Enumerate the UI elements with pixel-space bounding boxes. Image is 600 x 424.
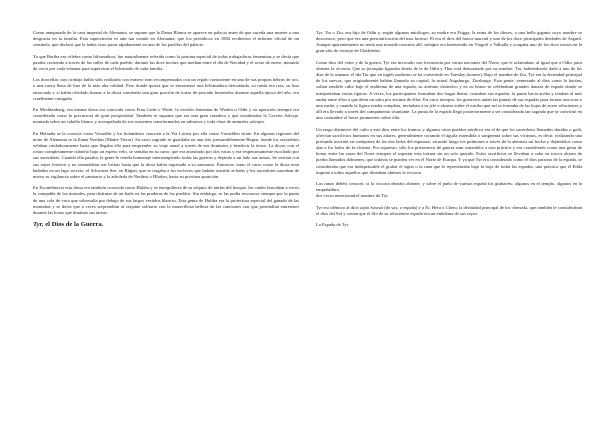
paragraph: Las doncellas cuyo trabajo había sido realizado con esmero eran recompensadas con un regalo consistente en una de sus propias hebras de oro, o una rueca llena de lino de la más alta calidad. Pero donde quiera que se encontrase una hilvanadora descuidada, su rueda era rota, su lino ensuciado y si había olvidado honrar a la diosa comiendo una gran porción de tortas de pescado horneados durante aquella época del año, era cruelmente castigada. <box>33 77 299 101</box>
verse-last-line: dos veces mencionad el nombre de Tyr. <box>316 193 389 199</box>
paragraph: Como dios del valor y de la guerra, Tyr era invocado con frecuencia por varias naciones del Norte, que le aclamaban, al igual que a Odín, para obtener la victoria. Que su jerarquía figuraba detrás de la de Odín y Thor está demostrado por su nombre, Tiu, habiéndosele dado a uno de los días de la semana, el día Tiu que en inglés moderno se ha convertido en Tuesday (martes). Bajo el nombre de Ziu, Tyr era la divinidad principal de los suevos, que originalmente habían llamado su capital, la actual Augsburgo, Ziusburgo. Esta gente, venerando al dios como lo hacían, solían rendirle culto bajo el emblema de una espada, su atributo distintivo y en su honor se celebraban grandes danzas de espada donde se interpretaban varias figuras. A veces, los participantes formaban dos largas líneas, cruzaban sus espadas, la punta hacia arriba y retaban al más audaz entre ellos a que diera un salto por encima de ellas. En otros tiempos, los guerreros unían las puntas de sus espadas para formar una rosa o una rueda, y cuando la figura estaba completa, invitaban a su jefe a alzarse sobre el estribo que así se formaba de las hojas de acero relucientes y allí era llevado a través del campamento triunfante. La punta de la espada llegó posteriormente a ser considerada tan sagrada que se convirtió en una costumbre el hacer juramentos sobre ella. <box>316 59 582 121</box>
paragraph: En Holanda se la conocía como Vrouelde y los holandeses conocen a la Via Láctea por ella como Vrouelden strate. En algunas regiones del norte de Alemania se la llama Nerthus (Madre Tierra). Su carro sagrado se guardaba en una isla, presumiblemente Rügen, donde los sacerdotes velaban cuidadosamente hasta que llegaba ella para emprender su viaje anual a través de sus dominios y bendecir la tierra. La diosa, con el rostro completamente cubierto bajo un espeso velo, se sentaba en su carro, que era arrastrado por dos vacas y era respetuosamente escoltado por sus sacerdotes. Cuando ella pasaba, la gente le rendía homenaje interrumpiendo todas las guerras y dejando a un lado sus armas. Se vestían con sus trajes festivos y no reanudaban sus luchas hasta que la diosa había regresado a su santuario. Entonces, tanto el carro como la diosa eran bañados en un lago secreto, el Schwarze See, en Rügen, que se tragaba a los esclavos que habían asistido al baño y los sacerdotes narraban de nuevo su vigilancia sobre el santuario y la arboleda de Nerthus o Hludyn, hasta su próxima aparición. <box>33 130 299 179</box>
verse-lines: Las runas debéis conocer, si la victoria deseáis obtener, y sobre el puño de vuestra espada los grabaréis; algunos en el templo, algunos en la empuñadura, <box>316 181 582 193</box>
paragraph: Como antepasada de la casa imperial de Alemania, se supone que la Dama Blanca se aparece en palacio antes de que suceda una muerte o una desgracia en la familia. Esta superstición es aún tan común en Alemania, que los periódicos en 1884 recibieron el informe oficial de un centinela, que declaró que la había visto pasar rápidamente en uno de los pasillos del palacio. <box>33 30 299 48</box>
section-heading-rest: el Dios de la Guerra. <box>43 221 104 229</box>
paragraph: Tyr, Tiu o Ziu, era hijo de Odín y, según algunos mitólogos, su madre era Frigga, la reina de los dioses, o una bella gigante cuyo nombre se desconoce, pero que era una personificación del mar furioso. El era el dios del honor marcial y uno de los doce principales deidades de Asgard. Aunque aparentemente no tenía una morada concreta allí, siempre era bienvenido en Vingolf o Valhalla y ocupaba uno de los doce tronos en la gran sala de consejo de Gladsheim. <box>316 30 582 54</box>
paragraph: En Mecklenburg, esa misma diosa era conocida como Frau Gode o Wode, la versión femenina de Woden u Odín y su aparición siempre era considerada como la precursora de gran prosperidad. También se suponía que era una gran cazadora y que encabezaba la Cacería Salvaje, montada sobre un caballo blanco y acompañada de sus asistentes transformados en sabuesos y toda clase de animales salvajes. <box>33 107 299 125</box>
right-column <box>316 30 582 424</box>
section-heading <box>33 221 299 229</box>
closing-line: La Espada de Tyr. <box>316 222 350 228</box>
paragraph: Ya que Bertha era célebre como hilvanadora, fue naturalmente referida como la patrona especial de todas trabajadoras femeninas y se decía que pasaba corriendo a través de las calles de cada pueblo, durante las doce noches que median entre el día de Navidad y el sexto de enero, mirando de cerca por cada ventana para supervisar el hilvanado de cada familia. <box>33 53 299 71</box>
paragraph: Tyr era idéntico al dios sajón Saxnot (de sax, o espada) y a Er, Heru o Cheru, la divinidad principal de los cheruski, que también le consideraban el dios del Sol y creían que el filo de su relucientre espada era un emblema de sus rayos. <box>316 204 582 216</box>
section-heading-prefix: Tyr, <box>33 221 44 229</box>
left-column <box>33 30 299 424</box>
paragraph: Un rasgo distintivo del culto a este dios entre los francos y algunos otros pueblos nórdicos era el de que los sacerdotes llamados druidas o godi, ofrecían sacrificios humanos en sus altares, generalmente cortando el águila extendida o sangrienta sobre sus víctimas, es decir, realizando una profunda incisión en cualquiera de los dos lados del espinazo, sacando luego los pulmones a través de la abertura así hecha y dejándolos como alas a los lados de la víctima. Por supuesto, sólo los prisioneros de guerra eran sometidos a esta práctica y era considerado como una gesta de honor entre las razas del Norte europeo el soportar esta tortura sin un solo quejido. Estos sacrificios se llevaban a cabo en toscos altares de piedra llamados dolmenes, que todavía se pueden ver en el Norte de Europa. Y ya que Tyr era considerado como el dios patrono de la espada, se consideraba que era indispensable el grabar el signo o la runa que le representaba bajo la hoja de todas las espadas, una práctica que el Edda impone a todos aquellos que deseaban obtener la victoria. <box>316 126 582 175</box>
paragraph: En Escandinavia esta diosa era también conocida como Huldra y se enorgullecía de su séquito de ninfas del bosque, las cuales buscaban a veces la compañía de los mortales, para disfrutar de un baile en las praderas de los pueblos. Sin embargo, se las podía reconocer siempre por la punta de una cola de vaca que sobresalía por debajo de sus largos vestidos blancos. Esta gente de Huldra era la protectora especial del ganado de las montañas y se decía que a veces sorprendían al viajante solitario con la maravillosa belleza de las canciones con que pretendían entretener durante las horas que duraban sus tareas. <box>33 185 299 215</box>
